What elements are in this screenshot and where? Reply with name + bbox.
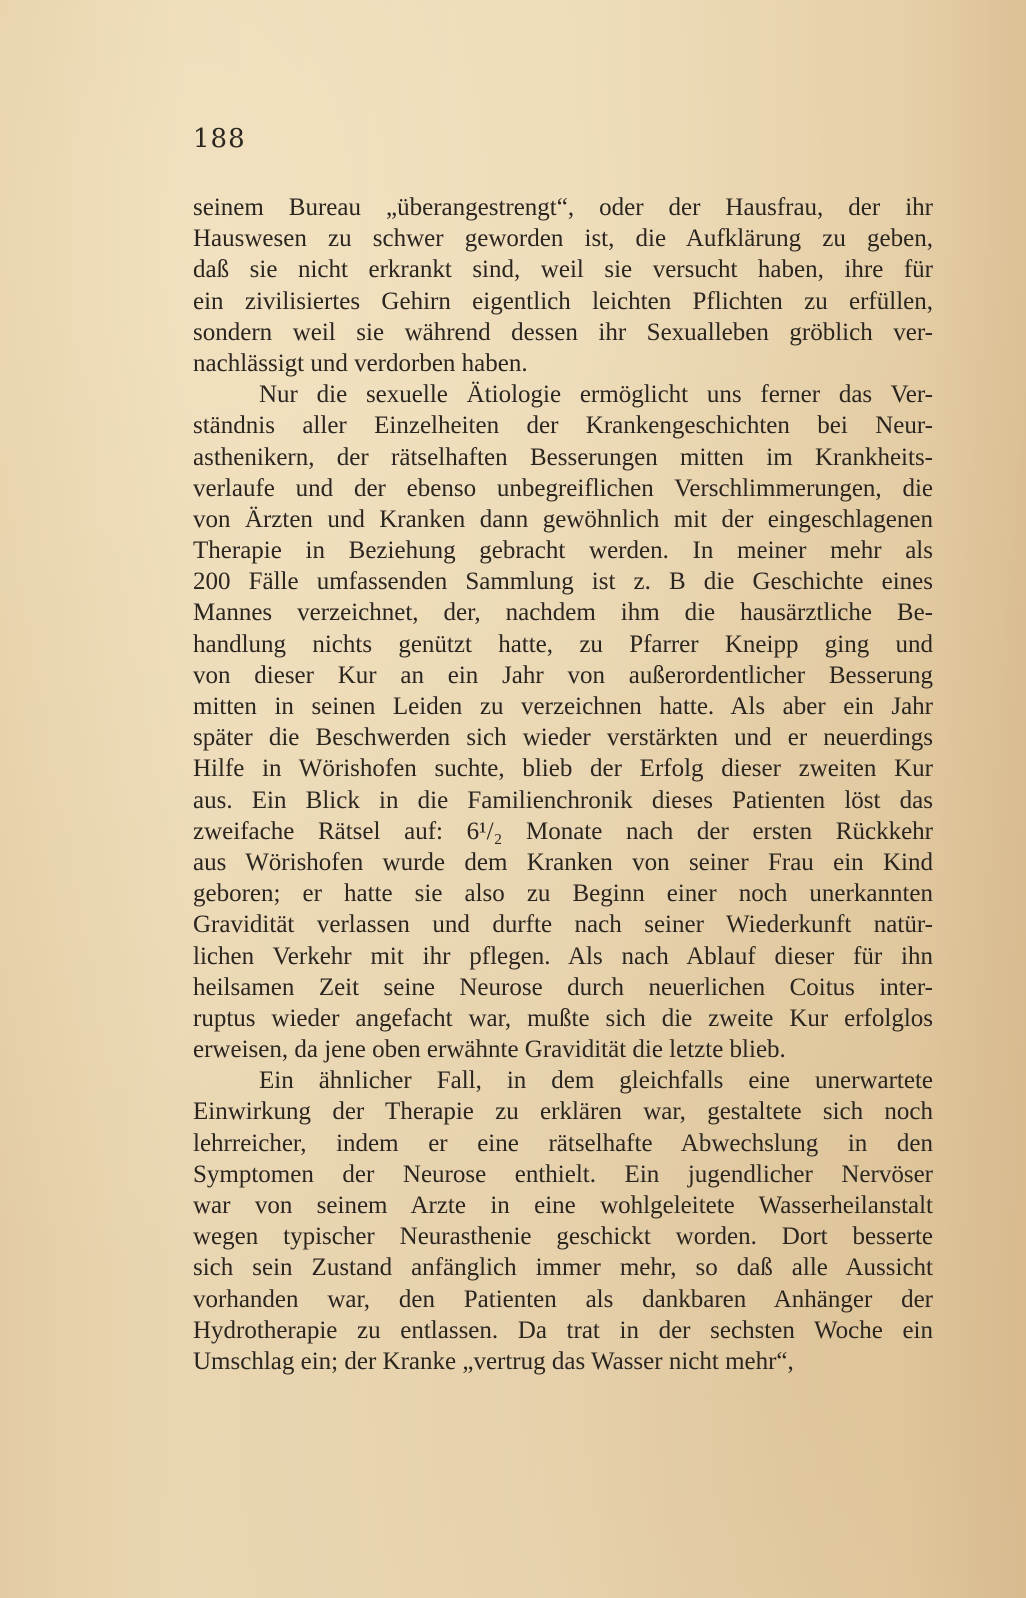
- text-line: geboren; er hatte sie also zu Beginn einer noch unerkannten: [193, 880, 933, 908]
- text-line: sondern weil sie während dessen ihr Sexualleben gröblich ver-: [193, 318, 933, 346]
- paragraph: [193, 379, 933, 1065]
- text-line: Hilfe in Wörishofen suchte, blieb der Erfolg dieser zweiten Kur: [193, 755, 933, 783]
- text-line: seinem Bureau „überangestrengt“, oder der Hausfrau, der ihr: [193, 194, 933, 221]
- text-line: Mannes verzeichnet, der, nachdem ihm die hausärztliche Be-: [193, 599, 933, 627]
- text-line: aus. Ein Blick in die Familienchronik dieses Patienten löst das: [193, 786, 933, 814]
- text-line: lichen Verkehr mit ihr pflegen. Als nach Ablauf dieser für ihn: [193, 942, 933, 970]
- text-line: Gravidität verlassen und durfte nach seiner Wiederkunft natür-: [193, 911, 933, 939]
- text-line: heilsamen Zeit seine Neurose durch neuerlichen Coitus inter-: [193, 973, 933, 1001]
- text-line: Hydrotherapie zu entlassen. Da trat in der sechsten Woche ein: [193, 1316, 933, 1344]
- text-line: Symptomen der Neurose enthielt. Ein jugendlicher Nervöser: [193, 1160, 933, 1188]
- text-line: handlung nichts genützt hatte, zu Pfarrer Kneipp ging und: [193, 630, 933, 658]
- body-text: [193, 192, 933, 1377]
- text-line: asthenikern, der rätselhaften Besserungen mitten im Krankheits-: [193, 443, 933, 471]
- text-line: wegen typischer Neurasthenie geschickt worden. Dort besserte: [193, 1223, 933, 1251]
- text-line: vorhanden war, den Patienten als dankbaren Anhänger der: [193, 1285, 933, 1313]
- page-number: 188: [193, 124, 246, 154]
- text-line: 200 Fälle umfassenden Sammlung ist z. B die Geschichte eines: [193, 568, 933, 596]
- paragraph: [193, 1065, 933, 1377]
- text-line: lehrreicher, indem er eine rätselhafte Abwechslung in den: [193, 1129, 933, 1157]
- text-line: Ein ähnlicher Fall, in dem gleichfalls eine unerwartete: [259, 1067, 933, 1095]
- text-line: aus Wörishofen wurde dem Kranken von seiner Frau ein Kind: [193, 848, 933, 876]
- text-line: erweisen, da jene oben erwähnte Gravidität die letzte blieb.: [193, 1036, 786, 1064]
- text-line: verlaufe und der ebenso unbegreiflichen Verschlimmerungen, die: [193, 474, 933, 502]
- text-line: mitten in seinen Leiden zu verzeichnen hatte. Als aber ein Jahr: [193, 693, 933, 720]
- text-line: ein zivilisiertes Gehirn eigentlich leichten Pflichten zu erfüllen,: [193, 287, 933, 315]
- text-line: sich sein Zustand anfänglich immer mehr, so daß alle Aussicht: [193, 1254, 933, 1282]
- paragraph: [193, 192, 933, 379]
- text-line: war von seinem Arzte in eine wohlgeleitete Wasserheilanstalt: [193, 1192, 933, 1219]
- text-line: daß sie nicht erkrankt sind, weil sie versucht haben, ihre für: [193, 256, 933, 284]
- text-line: Einwirkung der Therapie zu erklären war, gestaltete sich noch: [193, 1098, 933, 1126]
- text-line: Therapie in Beziehung gebracht werden. In meiner mehr als: [193, 537, 933, 565]
- text-line: später die Beschwerden sich wieder verstärkten und er neuerdings: [193, 724, 933, 752]
- text-line: von Ärzten und Kranken dann gewöhnlich mit der eingeschlagenen: [193, 505, 933, 533]
- text-line: von dieser Kur an ein Jahr von außerordentlicher Besserung: [193, 661, 933, 689]
- text-line: ständnis aller Einzelheiten der Krankengeschichten bei Neur-: [193, 412, 933, 440]
- text-line: Umschlag ein; der Kranke „vertrug das Wasser nicht mehr“,: [193, 1347, 794, 1375]
- text-line: nachlässigt und verdorben haben.: [193, 349, 528, 377]
- text-line: Hauswesen zu schwer geworden ist, die Aufklärung zu geben,: [193, 225, 933, 253]
- text-line: zweifache Rätsel auf: 6¹/₂ Monate nach der ersten Rückkehr: [193, 817, 933, 845]
- text-line: ruptus wieder angefacht war, mußte sich die zweite Kur erfolglos: [193, 1004, 933, 1032]
- text-line: Nur die sexuelle Ätiologie ermöglicht uns ferner das Ver-: [259, 381, 933, 409]
